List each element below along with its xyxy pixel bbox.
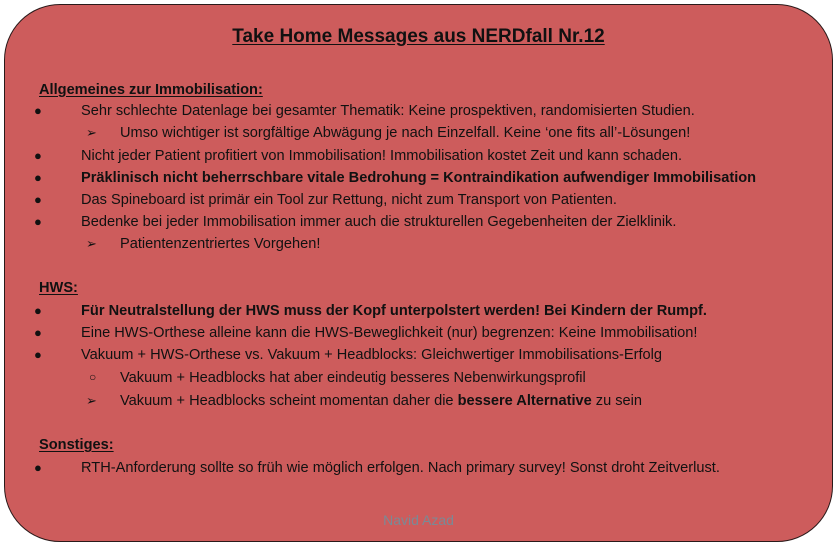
bullet-dot-icon: ● [34, 192, 42, 207]
list-item-text: Eine HWS-Orthese alleine kann die HWS-Beweglichkeit (nur) begrenzen: Keine Immobilisation! [81, 325, 698, 341]
emphasis-text: bessere Alternative [457, 393, 592, 409]
list-item-text [120, 393, 642, 409]
bullet-dot-icon: ● [34, 347, 42, 362]
list-item-text: RTH-Anforderung sollte so früh wie möglich erfolgen. Nach primary survey! Sonst droht Zeitverlust. [81, 460, 720, 476]
list-item-text-part: Vakuum + Headblocks scheint momentan daher die [120, 393, 458, 409]
list-item-text-part: zu sein [591, 393, 643, 409]
slide-title: Take Home Messages aus NERDfall Nr.12 [232, 26, 605, 47]
bullet-dot-icon: ● [34, 325, 42, 340]
list-item-text: Sehr schlechte Datenlage bei gesamter Thematik: Keine prospektiven, randomisierten Studien. [81, 103, 695, 119]
list-item-text: Bedenke bei jeder Immobilisation immer auch die strukturellen Gegebenheiten der Zielklinik. [81, 214, 677, 230]
bullet-dot-icon: ● [34, 460, 42, 475]
arrow-bullet-icon: ➢ [86, 393, 97, 408]
list-item-text: Patientenzentriertes Vorgehen! [120, 236, 321, 252]
list-item-text: Für Neutralstellung der HWS muss der Kopf unterpolstert werden! Bei Kindern der Rumpf. [81, 303, 707, 319]
list-item-text: Nicht jeder Patient profitiert von Immobilisation! Immobilisation kostet Zeit und kann schaden. [81, 148, 683, 164]
bullet-dot-icon: ● [34, 303, 42, 318]
bullet-dot-icon: ● [34, 103, 42, 118]
arrow-bullet-icon: ➢ [86, 125, 97, 140]
bullet-dot-icon: ● [34, 170, 42, 185]
bullet-dot-icon: ● [34, 148, 42, 163]
list-item-text: Umso wichtiger ist sorgfältige Abwägung je nach Einzelfall. Keine ‘one fits all’-Lösungen! [120, 125, 691, 141]
arrow-bullet-icon: ➢ [86, 236, 97, 251]
author-footer: Navid Azad [383, 512, 454, 528]
section-heading-allgemeines: Allgemeines zur Immobilisation: [39, 82, 263, 98]
list-item-text: Präklinisch nicht beherrschbare vitale Bedrohung = Kontraindikation aufwendiger Immobilisation [81, 170, 757, 186]
slide-card [4, 4, 833, 542]
list-item-text: Vakuum + Headblocks hat aber eindeutig besseres Nebenwirkungsprofil [120, 370, 586, 386]
bullet-dot-icon: ● [34, 214, 42, 229]
section-heading-hws: HWS: [39, 280, 78, 296]
circle-bullet-icon: ○ [89, 370, 97, 384]
list-item-text: Vakuum + HWS-Orthese vs. Vakuum + Headblocks: Gleichwertiger Immobilisations-Erfolg [81, 347, 662, 363]
list-item-text: Das Spineboard ist primär ein Tool zur Rettung, nicht zum Transport von Patienten. [81, 192, 617, 208]
section-heading-sonstiges: Sonstiges: [39, 437, 114, 453]
